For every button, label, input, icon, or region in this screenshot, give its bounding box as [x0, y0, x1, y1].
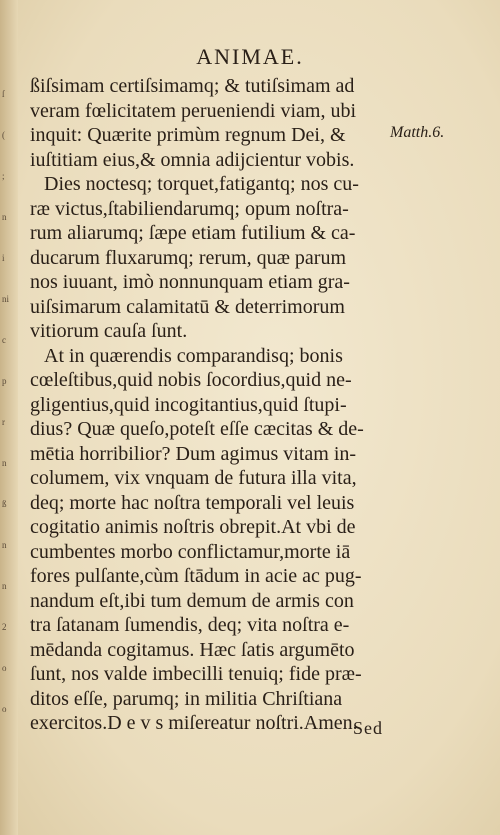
gutter-mark: o: [2, 704, 7, 714]
gutter-mark: (: [2, 130, 5, 140]
gutter-mark: n: [2, 540, 7, 550]
text-line: dius? Quæ queſo,poteſt eſſe cæcitas & de-: [30, 418, 364, 440]
catchword: Sed: [353, 718, 383, 738]
text-line: columem, vix vnquam de futura illa vita,: [30, 467, 357, 489]
text-line: deq; morte hac noſtra temporali vel leuis: [30, 491, 355, 514]
gutter-mark: ;: [2, 171, 5, 181]
text-line: mētia horribilior? Dum agimus vitam in-: [30, 442, 357, 465]
text-line: fores pulſante,cùm ſtādum in acie ac pug-: [30, 565, 362, 587]
main-text-block: [30, 74, 380, 736]
gutter-mark: ß: [2, 499, 7, 509]
text-line: tra ſatanam ſumendis, deq; vita noſtra e-: [30, 614, 350, 636]
text-line: ſunt, nos valde imbecilli tenuiq; fide præ-: [30, 663, 362, 685]
text-line: uiſsimarum calamitatū & deterrimorum: [30, 295, 345, 318]
text-line: mēdanda cogitamus. Hæc ſatis argumēto: [30, 638, 355, 661]
gutter-mark: ſ: [2, 89, 5, 99]
text-line: iuſtitiam eius,& omnia adijcientur vobis.: [30, 148, 355, 171]
text-line: Dies noctesq; torquet,fatigantq; nos cu-: [44, 173, 359, 195]
text-line: ducarum fluxarumq; rerum, quæ parum: [30, 246, 347, 269]
gutter-mark: n: [2, 458, 7, 468]
text-line: cogitatio animis noſtris obrepit.At vbi de: [30, 516, 356, 538]
gutter-mark: 2: [2, 622, 7, 632]
gutter-edge: [0, 0, 18, 835]
text-line: cumbentes morbo conflictamur,morte iā: [30, 540, 351, 563]
marginal-note: Matth.6.: [390, 124, 445, 141]
text-line: At in quærendis comparandisq; bonis: [44, 344, 343, 367]
gutter-mark: i: [2, 253, 5, 263]
text-line: cœleſtibus,quid nobis ſocordius,quid ne-: [30, 369, 352, 391]
text-line: veram fœlicitatem perueniendi viam, ubi: [30, 99, 356, 122]
text-line: nandum eſt,ibi tum demum de armis con: [30, 589, 354, 612]
text-line: gligentius,quid incogitantius,quid ſtupi-: [30, 393, 347, 416]
gutter-mark: ni: [2, 294, 10, 304]
text-line: ditos eſſe, parumq; in militia Chriſtiana: [30, 687, 343, 710]
text-line: nos iuuant, imò nonnunquam etiam gra-: [30, 271, 350, 293]
gutter-mark: n: [2, 581, 7, 591]
gutter-mark: p: [2, 376, 7, 386]
text-line: rum aliarumq; ſæpe etiam futilium & ca-: [30, 222, 356, 244]
text-line: exercitos.D e v s miſereatur noſtri.Amen.: [30, 712, 358, 734]
gutter-mark: o: [2, 663, 7, 673]
gutter-mark: c: [2, 335, 6, 345]
text-line: vitiorum cauſa ſunt.: [30, 320, 188, 342]
text-line: ßiſsimam certiſsimamq; & tutiſsimam ad: [30, 75, 355, 97]
gutter-mark: r: [2, 417, 5, 427]
text-line: ræ victus,ſtabiliendarumq; opum noſtra-: [30, 197, 349, 220]
text-line: inquit: Quærite primùm regnum Dei, &: [30, 124, 346, 146]
gutter-mark: n: [2, 212, 7, 222]
running-header: ANIMAE.: [196, 44, 304, 69]
